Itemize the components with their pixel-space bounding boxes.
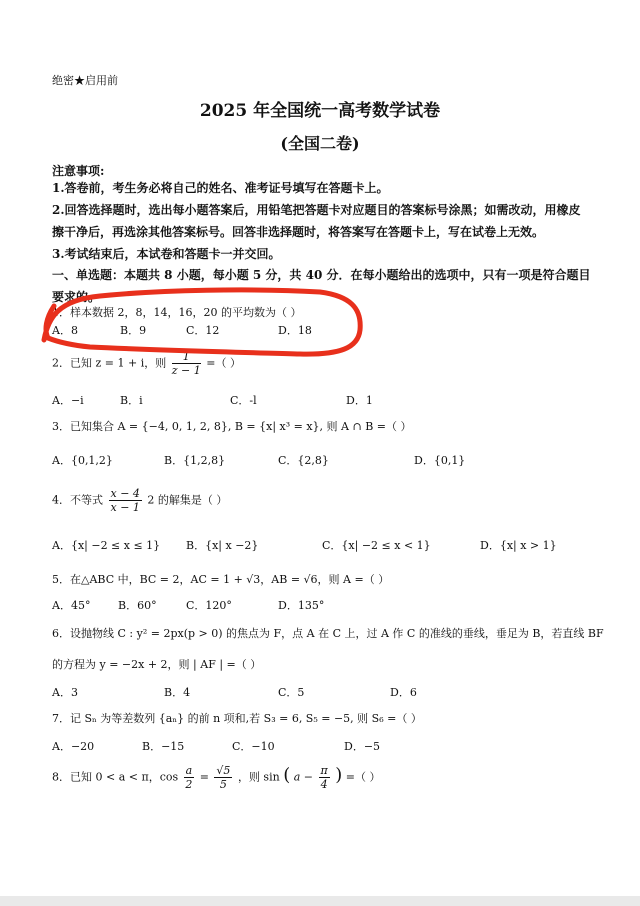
question-1-option-d: D．18 — [278, 324, 312, 337]
question-4-fraction-numerator: x − 4 — [110, 487, 140, 500]
question-6-stem: 6．设抛物线 C : y² = 2px(p > 0) 的焦点为 F，点 A 在 C 上，过 A 作 C 的准线的垂线，垂足为 B，若直线 BF — [52, 627, 604, 640]
question-7-option-a: A．−20 — [52, 740, 95, 753]
question-7-option-d: D．−5 — [344, 740, 381, 753]
question-8-paren-prefix: a − — [293, 770, 313, 784]
question-8-right-paren: ) — [335, 764, 343, 786]
notice-heading: 注意事项: — [52, 164, 105, 178]
question-6-option-c: C．5 — [278, 686, 305, 699]
question-6-option-a: A．3 — [52, 686, 78, 699]
question-4-stem — [52, 487, 227, 514]
question-3-option-b: B．{1,2,8} — [164, 454, 226, 467]
question-2-fraction — [172, 350, 201, 377]
question-1-option-c: C．12 — [186, 324, 220, 337]
question-4-fraction-denominator: x − 1 — [110, 501, 140, 514]
question-2-stem-prefix: 2．已知 z = 1 + i，则 — [52, 356, 167, 370]
question-1-option-b: B．9 — [120, 324, 147, 337]
question-2-option-d: D．1 — [346, 394, 373, 407]
question-8-fraction-c-denominator: 4 — [320, 778, 328, 791]
question-8-stem-suffix: =（ ） — [345, 770, 381, 784]
question-4-option-d: D．{x| x > 1} — [480, 539, 557, 552]
section-heading: 一、单选题：本题共 8 小题，每小题 5 分，共 40 分．在每小题给出的选项中，只有一项是符合题目要求的。 — [52, 268, 591, 304]
question-5-option-a: A．45° — [52, 599, 91, 612]
notice-item-2: 2.回答选择题时，选出每小题答案后，用铅笔把答题卡对应题目的答案标号涂黑；如需改动，用橡皮擦干净后，再选涂其他答案标号。回答非选择题时，将答案写在答题卡上，写在试卷上无效。 — [52, 203, 581, 239]
question-8-fraction-b — [214, 764, 232, 791]
question-6-option-b: B．4 — [164, 686, 191, 699]
question-7-option-b: B．−15 — [142, 740, 185, 753]
question-5-option-b: B．60° — [118, 599, 157, 612]
question-1-option-a: A．8 — [52, 324, 78, 337]
confidential-label: 绝密★启用前 — [52, 74, 118, 87]
question-8-left-paren: ( — [283, 764, 291, 786]
notice-item-3: 3.考试结束后，本试卷和答题卡一并交回。 — [52, 247, 281, 261]
question-8-fraction-c-numerator: π — [320, 764, 328, 777]
question-8-stem-middle: ，则 sin — [237, 770, 280, 784]
question-3-option-a: A．{0,1,2} — [52, 454, 113, 467]
exam-subtitle: (全国二卷) — [280, 134, 360, 153]
question-8-fraction-a-denominator: 2 — [185, 778, 193, 791]
question-2-option-a: A．−i — [52, 394, 84, 407]
question-2-stem-suffix: =（ ） — [206, 356, 241, 370]
question-5-option-c: C．120° — [186, 599, 232, 612]
question-4-option-c: C．{x| −2 ≤ x < 1} — [322, 539, 431, 552]
question-8-stem-prefix: 8．已知 0 < a < π，cos — [52, 770, 179, 784]
question-1-stem: 1．样本数据 2，8，14，16，20 的平均数为（ ） — [52, 306, 302, 319]
question-4-stem-suffix: 2 的解集是（ ） — [147, 493, 228, 507]
question-2-stem — [52, 350, 241, 377]
question-4-fraction — [109, 487, 142, 514]
question-2-option-c: C．-l — [230, 394, 257, 407]
question-3-stem: 3．已知集合 A = {−4, 0, 1, 2, 8}, B = {x| x³ = x}, 则 A ∩ B =（ ） — [52, 420, 412, 433]
question-8-stem — [52, 764, 380, 791]
question-4-option-b: B．{x| x −2} — [186, 539, 259, 552]
question-8-equals: = — [199, 770, 209, 784]
question-7-option-c: C．−10 — [232, 740, 275, 753]
question-8-fraction-b-numerator: √5 — [216, 764, 231, 777]
question-8-fraction-a — [184, 764, 195, 791]
question-2-option-b: B．i — [120, 394, 143, 407]
question-2-fraction-denominator: z − 1 — [171, 364, 201, 377]
question-4-stem-prefix: 4．不等式 — [52, 493, 103, 507]
page-bottom-edge — [0, 896, 640, 906]
question-7-stem: 7．记 Sₙ 为等差数列 {aₙ} 的前 n 项和,若 S₃ = 6, S₅ = −5, 则 S₆ =（ ） — [52, 712, 422, 725]
question-3-option-c: C．{2,8} — [278, 454, 329, 467]
question-2-fraction-numerator: 1 — [172, 350, 201, 364]
exam-title: 2025 年全国统一高考数学试卷 — [199, 101, 441, 121]
question-8-fraction-b-denominator: 5 — [219, 778, 227, 791]
question-8-fraction-c — [319, 764, 330, 791]
question-6-stem-line-2: 的方程为 y = −2x + 2，则 | AF | =（ ） — [52, 658, 262, 671]
notice-item-1: 1.答卷前，考生务必将自己的姓名、准考证号填写在答题卡上。 — [52, 181, 389, 195]
question-3-option-d: D．{0,1} — [414, 454, 466, 467]
question-8-fraction-a-numerator: a — [185, 764, 193, 777]
question-5-option-d: D．135° — [278, 599, 325, 612]
question-5-stem: 5．在△ABC 中，BC = 2，AC = 1 + √3，AB = √6，则 A =（ ） — [52, 573, 390, 586]
question-4-option-a: A．{x| −2 ≤ x ≤ 1} — [52, 539, 161, 552]
question-6-option-d: D．6 — [390, 686, 417, 699]
